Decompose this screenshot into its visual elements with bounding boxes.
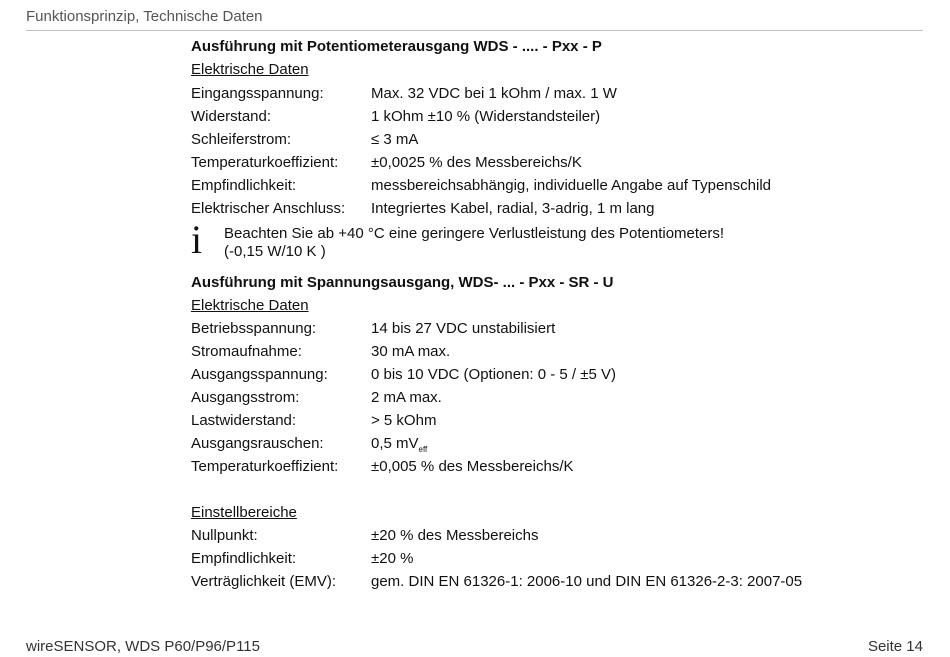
spec-label: Ausgangsrauschen: [191, 435, 324, 452]
spec-value: > 5 kOhm [371, 412, 437, 429]
spec-label: Elektrischer Anschluss: [191, 200, 346, 217]
spec-label: Temperaturkoeffizient: [191, 458, 339, 475]
spec-label: Ausgangsspannung: [191, 366, 328, 383]
footer-product-name: wireSENSOR, WDS P60/P96/P115 [26, 638, 260, 655]
spec-value: 2 mA max. [371, 389, 442, 406]
spec-label: Verträglichkeit (EMV): [191, 573, 337, 590]
spec-label: Eingangsspannung: [191, 85, 324, 102]
spec-label: Ausgangsstrom: [191, 389, 300, 406]
spec-label: Temperaturkoeffizient: [191, 154, 339, 171]
page-header-title: Funktionsprinzip, Technische Daten [26, 8, 263, 25]
spec-row [191, 549, 891, 569]
note-line-1: Beachten Sie ab +40 °C eine geringere Verlustleistung des Potentiometers! [224, 225, 725, 242]
spec-label: Empfindlichkeit: [191, 550, 297, 567]
spec-row [191, 107, 891, 127]
footer-page-number: Seite 14 [867, 638, 923, 655]
spec-value: Max. 32 VDC bei 1 kOhm / max. 1 W [371, 85, 617, 102]
spec-value: 1 kOhm ±10 % (Widerstandsteiler) [371, 108, 601, 125]
note-line-2: (-0,15 W/10 K ) [224, 243, 326, 260]
header-divider [26, 30, 923, 31]
spec-row [191, 199, 891, 219]
spec-value: ±0,0025 % des Messbereichs/K [371, 154, 582, 171]
spec-row [191, 457, 891, 477]
spec-row [191, 388, 891, 408]
spec-row [191, 365, 891, 385]
spec-row [191, 153, 891, 173]
spec-row [191, 526, 891, 546]
spec-value: 0 bis 10 VDC (Optionen: 0 - 5 / ±5 V) [371, 366, 617, 383]
spec-row [191, 411, 891, 431]
spec-row [191, 84, 891, 104]
spec-value-subscript: eff [418, 445, 428, 454]
section-subheading-settings: Einstellbereiche [191, 504, 297, 521]
spec-label: Betriebsspannung: [191, 320, 317, 337]
spec-row [191, 130, 891, 150]
spec-value: 30 mA max. [371, 343, 451, 360]
info-icon: i [191, 217, 203, 262]
section-heading-potentiometer: Ausführung mit Potentiometerausgang WDS - .... - Pxx - P [191, 38, 602, 55]
spec-value: Integriertes Kabel, radial, 3-adrig, 1 m lang [371, 200, 655, 217]
spec-label: Stromaufnahme: [191, 343, 302, 360]
spec-label: Nullpunkt: [191, 527, 258, 544]
spec-value-main: 0,5 mV [371, 435, 419, 452]
spec-row [191, 176, 891, 196]
spec-label: Schleiferstrom: [191, 131, 292, 148]
spec-value: messbereichsabhängig, individuelle Angabe auf Typenschild [371, 177, 771, 194]
spec-row [191, 572, 891, 592]
section-heading-voltage-output: Ausführung mit Spannungsausgang, WDS- ... - Pxx - SR - U [191, 274, 614, 291]
spec-value: ±20 % [371, 550, 414, 567]
spec-value: 14 bis 27 VDC unstabilisiert [371, 320, 556, 337]
spec-row [191, 434, 891, 454]
section-subheading-electrical: Elektrische Daten [191, 297, 309, 314]
spec-value: ≤ 3 mA [371, 131, 419, 148]
spec-value: ±20 % des Messbereichs [371, 527, 539, 544]
spec-row [191, 342, 891, 362]
spec-value: gem. DIN EN 61326-1: 2006-10 und DIN EN 61326-2-3: 2007-05 [371, 573, 803, 590]
spec-value: ±0,005 % des Messbereichs/K [371, 458, 574, 475]
spec-label: Empfindlichkeit: [191, 177, 297, 194]
section-subheading-electrical: Elektrische Daten [191, 61, 309, 78]
spec-label: Lastwiderstand: [191, 412, 297, 429]
spec-label: Widerstand: [191, 108, 272, 125]
spec-row [191, 319, 891, 339]
